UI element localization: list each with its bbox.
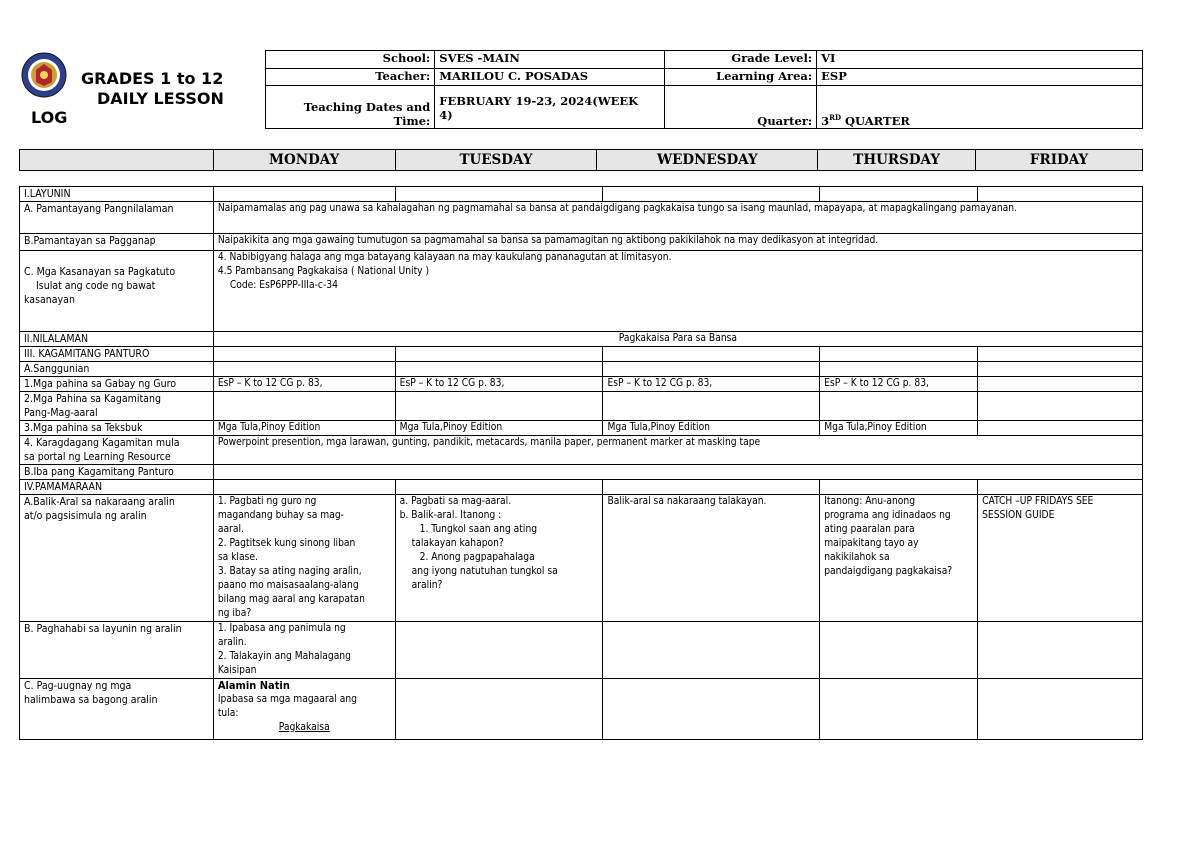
karagdagan-label-1: 4. Karagdagang Kagamitan mula [24, 437, 180, 449]
header-table [19, 50, 1143, 129]
dates-label-2: Time: [393, 114, 431, 128]
day-tuesday: TUESDAY [395, 150, 597, 171]
paghahabi-label: B. Paghahabi sa layunin ng aralin [20, 622, 214, 679]
gabay-tuesday: EsP – K to 12 CG p. 83, [395, 377, 603, 392]
balik-aral-thursday-line: pandaigdigang pagkakaisa? [824, 566, 953, 577]
pamamaraan-heading: IV.PAMAMARAAN [20, 480, 214, 495]
balik-aral-tuesday [395, 495, 603, 622]
balik-aral-label-2: at/o pagsisimula ng aralin [24, 510, 147, 522]
balik-aral-tuesday-line: aralin? [411, 580, 443, 591]
karagdagan-text: Powerpoint presention, mga larawan, gunting, pandikit, metacards, manila paper, permanent marker at masking tape [213, 436, 1142, 465]
pag-uugnay-monday [213, 679, 395, 740]
balik-aral-monday-line: 1. Pagbati ng guro ng [217, 496, 317, 507]
poem-title: Pagkakaisa [278, 722, 330, 733]
dates-label-1: Teaching Dates and [303, 100, 431, 114]
balik-aral-tuesday-line: 2. Anong pagpapahalaga [419, 552, 535, 563]
title-line-1: GRADES 1 to 12 [81, 68, 224, 88]
kasanayan-label [20, 251, 214, 332]
balik-aral-monday-line: 2. Pagtitsek kung sinong liban [217, 538, 356, 549]
iba-label: B.Iba pang Kagamitang Panturo [20, 465, 214, 480]
balik-aral-monday-line: ng iba? [217, 608, 252, 619]
day-monday: MONDAY [213, 150, 395, 171]
title-line-3: LOG [31, 107, 68, 127]
sanggunian-heading: A.Sanggunian [20, 362, 214, 377]
balik-aral-thursday-line: nakikilahok sa [824, 552, 890, 563]
days-corner [20, 150, 214, 171]
pag-uugnay-monday-line: Ipabasa sa mga magaaral ang [217, 694, 357, 705]
title-line-2: DAILY LESSON [97, 88, 224, 108]
balik-aral-tuesday-line: b. Balik-aral. Itanong : [399, 510, 502, 521]
balik-aral-monday-line: 3. Batay sa ating naging aralin, [217, 566, 362, 577]
kasanayan-label-2: Isulat ang code ng bawat [36, 280, 156, 292]
balik-aral-monday-line: paano mo maisasaalang-alang [217, 580, 359, 591]
quarter-text: QUARTER [841, 114, 910, 128]
balik-aral-monday-line: sa klase. [217, 552, 258, 563]
quarter-value [817, 86, 1143, 129]
pamantayan-pagganap-text: Naipakikita ang mga gawaing tumutugon sa pagmamahal sa bansa sa pamamagitan ng aktibong pakikilahok na may dedikasyon at integridad. [213, 234, 1142, 251]
area-value: ESP [817, 68, 1143, 86]
gabay-thursday: EsP – K to 12 CG p. 83, [820, 377, 978, 392]
balik-aral-monday-line: bilang mag aaral ang karapatan [217, 594, 365, 605]
teksbuk-thursday: Mga Tula,Pinoy Edition [820, 421, 978, 436]
balik-aral-monday-line: magandang buhay sa mag- [217, 510, 344, 521]
kasanayan-code: Code: EsP6PPP-IIIa-c-34 [229, 280, 338, 291]
quarter-suffix: RD [829, 113, 842, 123]
dates-value [435, 86, 665, 129]
balik-aral-thursday-line: programa ang idinadaos ng [824, 510, 951, 521]
kasanayan-text-2: 4.5 Pambansang Pagkakaisa ( National Unity ) [217, 266, 430, 277]
balik-aral-wednesday: Balik-aral sa nakaraang talakayan. [603, 495, 820, 622]
pag-uugnay-monday-line: tula: [217, 708, 239, 719]
alamin-natin-heading: Alamin Natin [217, 679, 290, 692]
title-block [19, 51, 266, 129]
school-value: SVES -MAIN [435, 51, 665, 69]
balik-aral-thursday [820, 495, 978, 622]
gabay-friday [978, 377, 1143, 392]
karagdagan-label [20, 436, 214, 465]
balik-aral-friday-line: CATCH –UP FRIDAYS SEE [982, 496, 1094, 507]
teksbuk-monday: Mga Tula,Pinoy Edition [213, 421, 395, 436]
day-thursday: THURSDAY [818, 150, 976, 171]
layunin-heading: I.LAYUNIN [20, 187, 214, 202]
quarter-number: 3 [821, 114, 830, 128]
kagamitang-label-2: Pang-Mag-aaral [24, 407, 98, 419]
balik-aral-thursday-line: ating paaralan para [824, 524, 915, 535]
teksbuk-wednesday: Mga Tula,Pinoy Edition [603, 421, 820, 436]
balik-aral-tuesday-line: ang iyong natutuhan tungkol sa [411, 566, 558, 577]
teksbuk-friday [978, 421, 1143, 436]
balik-aral-monday-line: aaral. [217, 524, 244, 535]
deped-seal-icon [21, 52, 67, 98]
gabay-monday: EsP – K to 12 CG p. 83, [213, 377, 395, 392]
dates-value-1: FEBRUARY 19-23, 2024(WEEK [439, 94, 639, 109]
paghahabi-monday-line: 1. Ipabasa ang panimula ng [217, 623, 346, 634]
balik-aral-thursday-line: maipakitang tayo ay [824, 538, 919, 549]
gabay-wednesday: EsP – K to 12 CG p. 83, [603, 377, 820, 392]
kagamitang-label [20, 392, 214, 421]
teacher-label: Teacher: [266, 68, 435, 86]
kasanayan-text [213, 251, 1142, 332]
kasanayan-label-3: kasanayan [24, 294, 75, 306]
gabay-label: 1.Mga pahina sa Gabay ng Guro [20, 377, 214, 392]
day-wednesday: WEDNESDAY [597, 150, 818, 171]
pamantayan-pagganap-label: B.Pamantayan sa Pagganap [20, 234, 214, 251]
grade-label: Grade Level: [665, 51, 817, 69]
kagamitang-label-1: 2.Mga Pahina sa Kagamitang [24, 393, 161, 405]
quarter-label: Quarter: [665, 86, 817, 129]
paghahabi-monday-line: 2. Talakayin ang Mahalagang [217, 651, 351, 662]
balik-aral-label-1: A.Balik-Aral sa nakaraang aralin [24, 496, 175, 508]
area-label: Learning Area: [665, 68, 817, 86]
balik-aral-friday [978, 495, 1143, 622]
teacher-value: MARILOU C. POSADAS [435, 68, 665, 86]
balik-aral-friday-line: SESSION GUIDE [982, 510, 1055, 521]
lesson-table [19, 186, 1143, 740]
dates-value-2: 4) [439, 108, 453, 123]
balik-aral-tuesday-line: a. Pagbati sa mag-aaral. [399, 496, 512, 507]
nilalaman-text: Pagkakaisa Para sa Bansa [213, 332, 1142, 347]
balik-aral-label [20, 495, 214, 622]
pag-uugnay-label [20, 679, 214, 740]
pag-uugnay-label-2: halimbawa sa bagong aralin [24, 694, 158, 706]
teksbuk-tuesday: Mga Tula,Pinoy Edition [395, 421, 603, 436]
kagamitan-heading: III. KAGAMITANG PANTURO [20, 347, 214, 362]
nilalaman-heading: II.NILALAMAN [20, 332, 214, 347]
paghahabi-monday-line: Kaisipan [217, 665, 257, 676]
pamantayang-pangnilalaman-text: Naipamamalas ang pag unawa sa kahalagahan ng pagmamahal sa bansa at pandaigdigang pagkakaisa tungo sa isang maunlad, mapayapa, at mapagkalingang pamayanan. [213, 202, 1142, 234]
school-label: School: [266, 51, 435, 69]
balik-aral-tuesday-line: 1. Tungkol saan ang ating [419, 524, 538, 535]
kasanayan-label-1: C. Mga Kasanayan sa Pagkatuto [24, 266, 176, 278]
paghahabi-monday-line: aralin. [217, 637, 247, 648]
pag-uugnay-label-1: C. Pag-uugnay ng mga [24, 680, 132, 692]
kasanayan-text-1: 4. Nabibigyang halaga ang mga batayang kalayaan na may kaukulang pananagutan at limitasyon. [217, 252, 672, 263]
day-friday: FRIDAY [976, 150, 1143, 171]
balik-aral-monday [213, 495, 395, 622]
dates-label [266, 86, 435, 129]
paghahabi-monday [213, 622, 395, 679]
days-header [19, 149, 1143, 171]
pamantayang-pangnilalaman-label: A. Pamantayang Pangnilalaman [20, 202, 214, 234]
grade-value: VI [817, 51, 1143, 69]
balik-aral-tuesday-line: talakayan kahapon? [411, 538, 504, 549]
balik-aral-thursday-line: Itanong: Anu-anong [824, 496, 916, 507]
karagdagan-label-2: sa portal ng Learning Resource [24, 451, 171, 463]
teksbuk-label: 3.Mga pahina sa Teksbuk [20, 421, 214, 436]
